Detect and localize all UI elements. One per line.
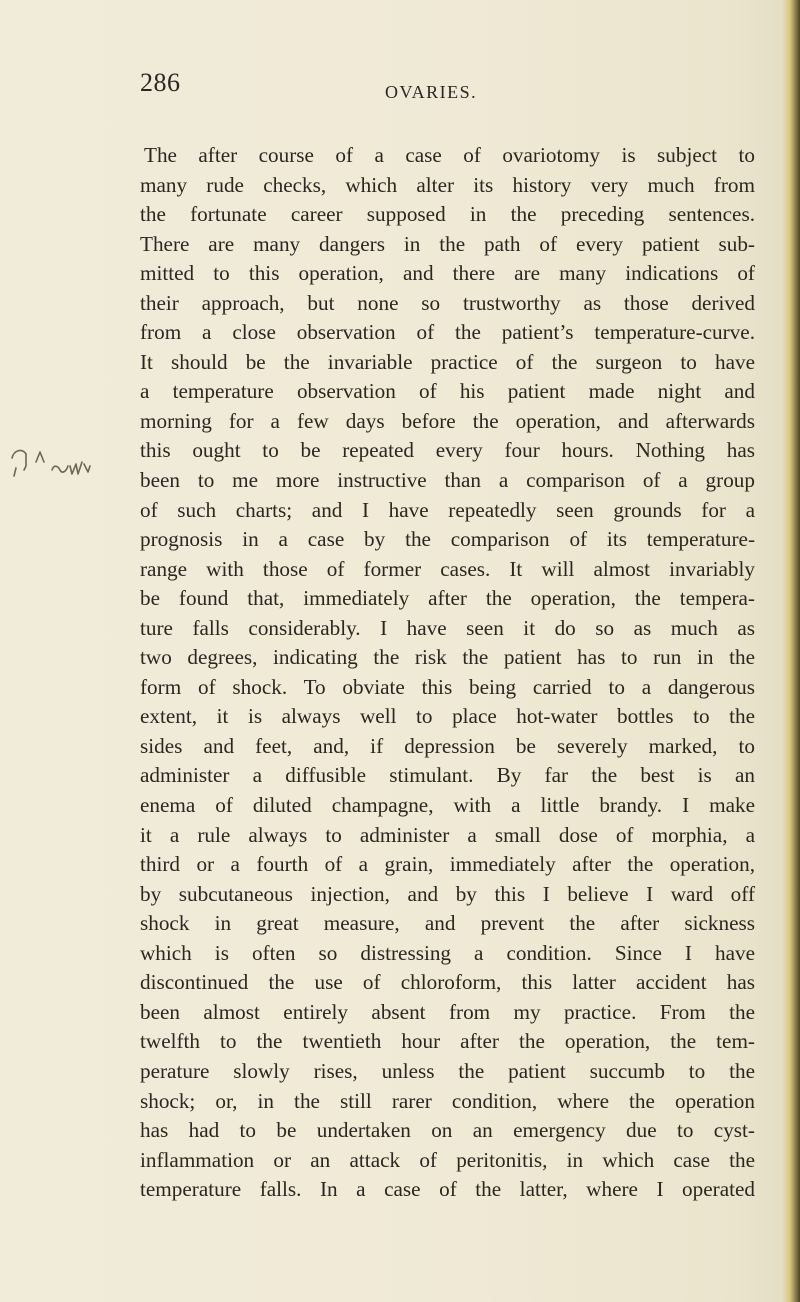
text-line: sides and feet, and, if depression be severely marked, to <box>140 733 755 758</box>
text-line: prognosis in a case by the comparison of its temperature- <box>140 527 755 552</box>
text-line: morning for a few days before the operation, and afterwards <box>140 408 755 433</box>
text-line: third or a fourth of a grain, immediately after the operation, <box>140 852 755 877</box>
text-line: a temperature observation of his patient made night and <box>140 379 755 404</box>
text-line: their approach, but none so trustworthy as those derived <box>140 290 755 315</box>
text-line: been almost entirely absent from my practice. From the <box>140 999 755 1024</box>
text-line: temperature falls. In a case of the latter, where I operated <box>140 1177 755 1202</box>
text-line: form of shock. To obviate this being carried to a dangerous <box>140 674 755 699</box>
text-line: inflammation or an attack of peritonitis, in which case the <box>140 1147 755 1172</box>
text-line: the fortunate career supposed in the preceding sentences. <box>140 202 755 227</box>
text-line: shock; or, in the still rarer condition, where the operation <box>140 1088 755 1113</box>
text-line: administer a diffusible stimulant. By far the best is an <box>140 763 755 788</box>
text-line: twelfth to the twentieth hour after the operation, the tem- <box>140 1029 755 1054</box>
running-head: OVARIES. <box>385 82 478 102</box>
text-line: by subcutaneous injection, and by this I believe I ward off <box>140 881 755 906</box>
text-line: range with those of former cases. It will almost invariably <box>140 556 755 581</box>
text-line: been to me more instructive than a comparison of a group <box>140 468 755 493</box>
text-line: this ought to be repeated every four hours. Nothing has <box>140 438 755 463</box>
text-line: ture falls considerably. I have seen it do so as much as <box>140 615 755 640</box>
text-line: which is often so distressing a condition. Since I have <box>140 940 755 965</box>
text-line: has had to be undertaken on an emergency due to cyst- <box>140 1118 755 1143</box>
text-line: many rude checks, which alter its history very much from <box>140 172 755 197</box>
pencil-scribble-icon <box>8 440 128 490</box>
page-header <box>140 68 760 108</box>
text-line: be found that, immediately after the operation, the tempera- <box>140 586 755 611</box>
text-line: There are many dangers in the path of every patient sub- <box>140 231 755 256</box>
text-line: It should be the invariable practice of the surgeon to have <box>140 349 755 374</box>
text-line: extent, it is always well to place hot-water bottles to the <box>140 704 755 729</box>
text-line: two degrees, indicating the risk the patient has to run in the <box>140 645 755 670</box>
text-line: perature slowly rises, unless the patient succumb to the <box>140 1058 755 1083</box>
text-line: of such charts; and I have repeatedly seen grounds for a <box>140 497 755 522</box>
page-number: 286 <box>140 68 181 97</box>
text-line: mitted to this operation, and there are many indications of <box>140 261 755 286</box>
text-line: from a close observation of the patient’s temperature-curve. <box>140 320 755 345</box>
text-line: discontinued the use of chloroform, this latter accident has <box>140 970 755 995</box>
page-edge-shadow <box>782 0 800 1302</box>
text-line: shock in great measure, and prevent the after sickness <box>140 911 755 936</box>
text-line: The after course of a case of ovariotomy is subject to <box>144 143 755 167</box>
text-line: enema of diluted champagne, with a little brandy. I make <box>140 793 755 818</box>
body-text <box>140 141 755 1205</box>
text-line: it a rule always to administer a small dose of morphia, a <box>140 822 755 847</box>
